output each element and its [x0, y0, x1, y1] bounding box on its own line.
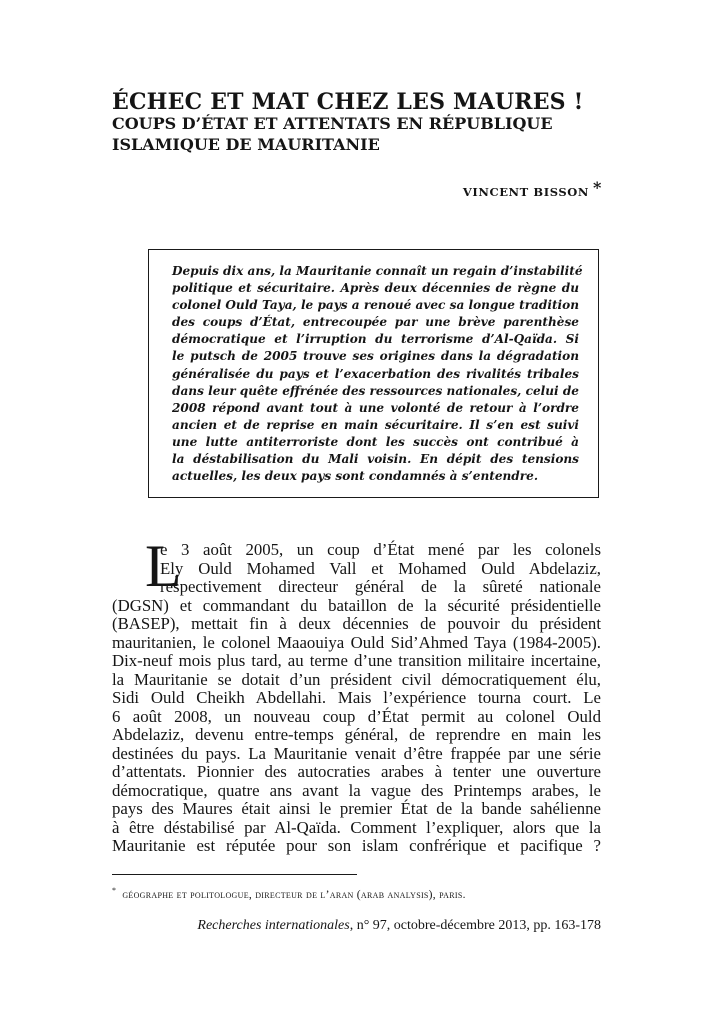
footnote-text: géographe et politologue, directeur de l’aran (arab analysis), paris. [122, 889, 466, 901]
body-line: Sidi Ould Cheikh Abdellahi. Mais l’expérience tourna court. Le [112, 688, 601, 707]
body-line: Dix-neuf mois plus tard, au terme d’une transition militaire incertaine, [112, 651, 601, 670]
abstract-line: dans leur quête effrénée des ressources nationales, celui de [172, 383, 579, 398]
abstract-line: 2008 répond avant tout à une volonté de retour à l’ordre [172, 400, 579, 415]
author-byline [462, 178, 602, 200]
body-line: Ely Ould Mohamed Vall et Mohamed Ould Abdelaziz, [160, 558, 601, 578]
abstract-box [148, 249, 599, 498]
body-paragraph [112, 541, 601, 856]
abstract-line: généralisée du pays et l’exacerbation des rivalités tribales [172, 366, 579, 381]
abstract-line: des coups d’État, entrecoupée par une brève parenthèse [172, 315, 579, 330]
article-subtitle [112, 114, 612, 155]
issue-details: , n° 97, octobre-décembre 2013, pp. 163-178 [349, 918, 601, 933]
body-line: Abdelaziz, devenu entre-temps général, de reprendre en main les [112, 725, 601, 744]
drop-cap: L [145, 533, 182, 599]
body-line: à être déstabilisé par Al-Qaïda. Comment l’expliquer, alors que la [112, 817, 601, 837]
body-line: respectivement directeur général de la sûreté nationale [160, 577, 601, 596]
abstract-line: démocratique et l’irruption du terrorisme d’Al-Qaïda. Si [172, 332, 579, 347]
body-line: pays des Maures était ainsi le premier État de la bande sahélienne [112, 799, 601, 818]
body-line: e 3 août 2005, un coup d’État mené par les colonels [160, 540, 601, 559]
abstract-line: politique et sécuritaire. Après deux décennies de règne du [172, 281, 579, 296]
author-name: VINCENT BISSON [462, 185, 590, 199]
body-line: mauritanien, le colonel Maaouiya Ould Sid’Ahmed Taya (1984-2005). [112, 632, 601, 652]
body-line: 6 août 2008, un nouveau coup d’État permit au colonel Ould [112, 706, 601, 726]
subtitle-line: COUPS D’ÉTAT ET ATTENTATS EN RÉPUBLIQUE [112, 114, 553, 133]
footnote-divider [112, 874, 357, 875]
body-line: Mauritanie est réputée pour son islam confrérique et pacifique ? [112, 836, 601, 855]
body-line: la Mauritanie se dotait d’un président civil démocratiquement élu, [112, 669, 601, 689]
abstract-line: Depuis dix ans, la Mauritanie connaît un regain d’instabilité [172, 264, 583, 278]
body-line: destinées du pays. La Mauritanie venait d’être frappée par une série [112, 743, 601, 763]
abstract-line: le putsch de 2005 trouve ses origines dans la dégradation [172, 349, 579, 364]
body-line: démocratique, quatre ans avant la vague des Printemps arabes, le [112, 780, 601, 800]
abstract-line: la déstabilisation du Mali voisin. En dépit des tensions [172, 452, 579, 467]
subtitle-line: ISLAMIQUE DE MAURITANIE [112, 134, 380, 154]
abstract-line: ancien et de reprise en main sécuritaire. Il s’en est suivi [172, 417, 579, 432]
page-footer-citation [197, 918, 601, 934]
body-line: (DGSN) et commandant du bataillon de la sécurité présidentielle [112, 595, 601, 615]
article-title: ÉCHEC ET MAT CHEZ LES MAURES ! [112, 89, 584, 115]
body-line: (BASEP), mettait fin à deux décennies de pouvoir du président [112, 614, 601, 633]
abstract-line: actuelles, les deux pays sont condamnés à s’entendre. [172, 469, 539, 484]
author-footnote-mark: * [593, 178, 602, 197]
footnote [112, 886, 466, 901]
footnote-mark: * [112, 886, 117, 895]
abstract-line: colonel Ould Taya, le pays a renoué avec sa longue tradition [172, 298, 579, 313]
abstract-text [172, 263, 583, 485]
body-line: d’attentats. Pionnier des autocraties arabes à tenter une ouverture [112, 762, 601, 781]
abstract-line: une lutte antiterroriste dont les succès ont contribué à [172, 434, 579, 449]
journal-name: Recherches internationales [197, 918, 350, 933]
